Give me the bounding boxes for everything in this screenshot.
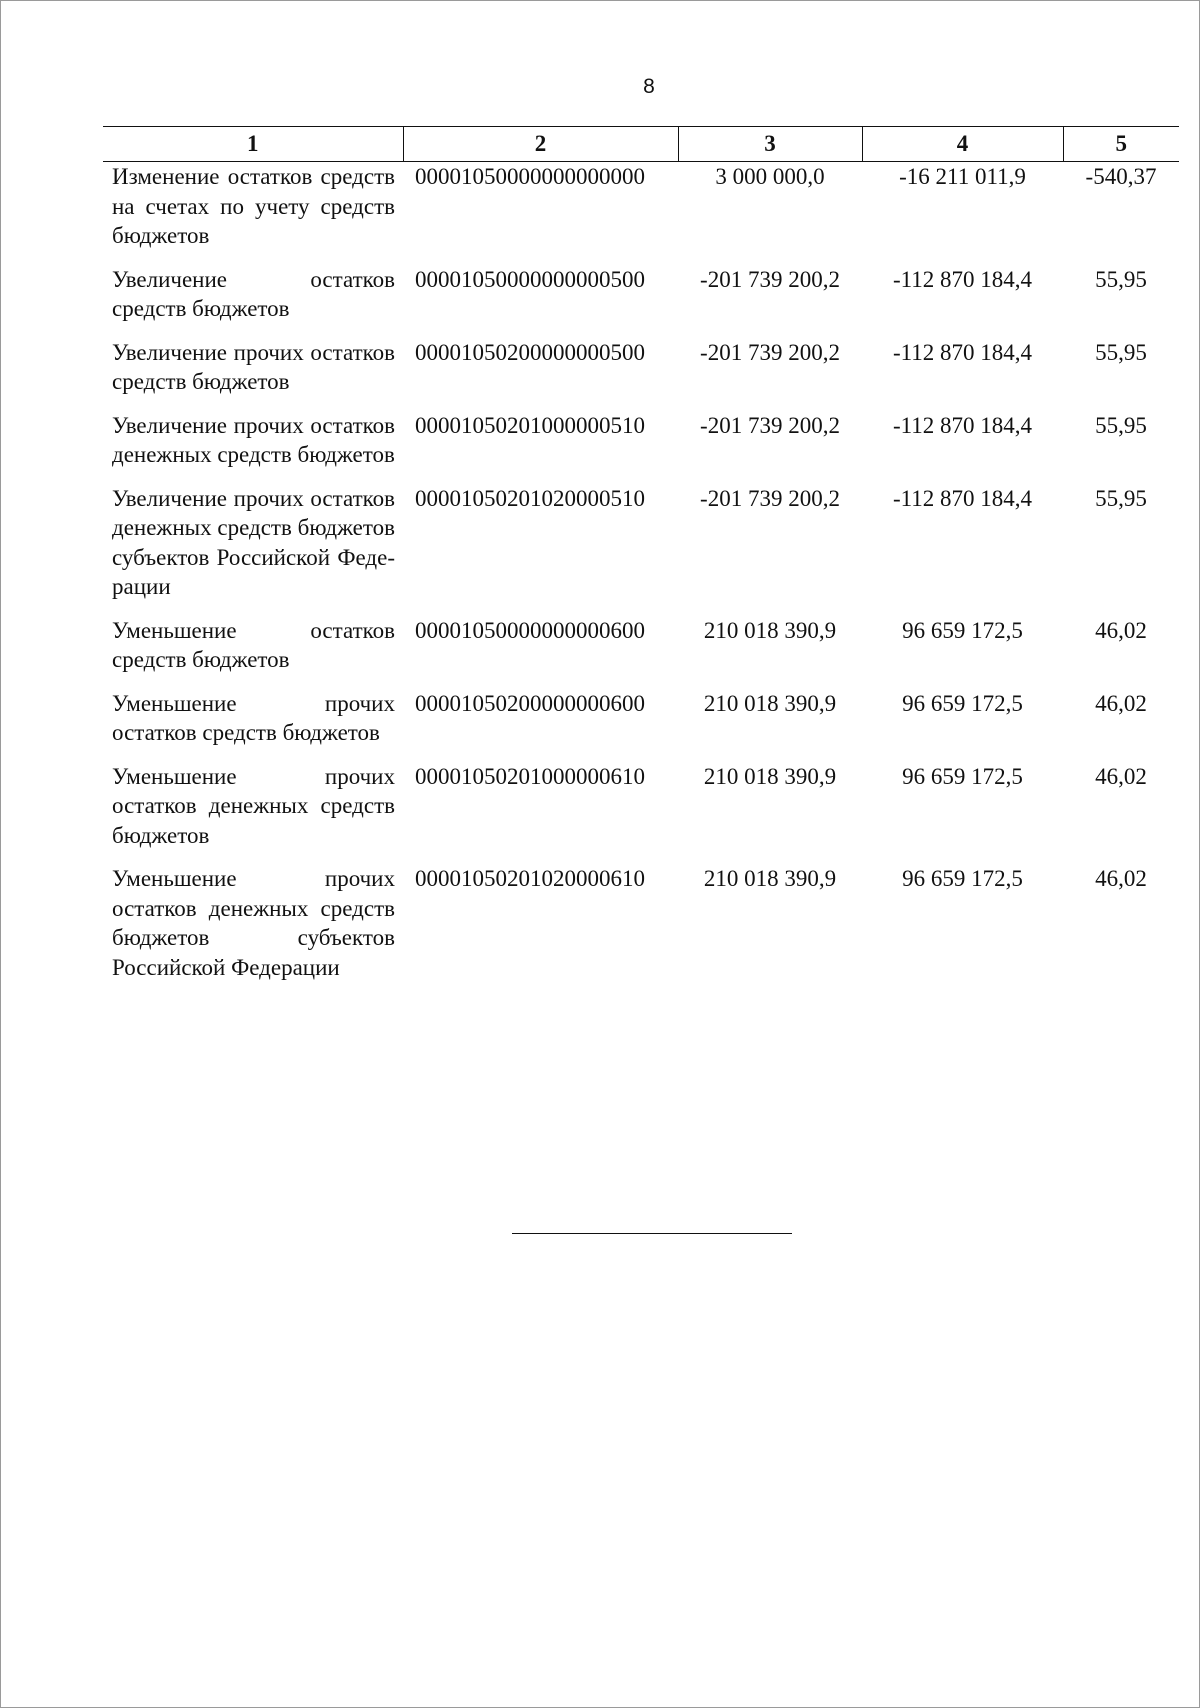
- row-value-5: 46,02: [1095, 617, 1147, 643]
- row-name: Уменьшение прочих остатков средств бюджетов: [112, 690, 395, 745]
- row-code: 00001050201020000510: [415, 485, 645, 511]
- row-value-3: -201 739 200,2: [700, 485, 840, 511]
- row-value-3: -201 739 200,2: [700, 339, 840, 365]
- row-name: Увеличение прочих остатков средств бюджетов: [112, 339, 395, 394]
- row-code: 00001050201020000610: [415, 866, 645, 891]
- row-value-4: 96 659 172,5: [902, 866, 1023, 891]
- row-value-3: -201 739 200,2: [700, 266, 840, 292]
- row-value-4: 96 659 172,5: [902, 690, 1023, 716]
- header-row: [103, 127, 1179, 162]
- row-code: 00001050200000000600: [415, 690, 645, 716]
- column-header-3: 3: [678, 127, 862, 162]
- column-header-2: 2: [403, 127, 678, 162]
- row-value-4: -16 211 011,9: [899, 164, 1026, 189]
- row-name: Изменение остатков средств на счетах по учету средств бюджетов: [112, 164, 395, 248]
- table-row: [103, 616, 1179, 689]
- row-value-3: 210 018 390,9: [703, 690, 837, 716]
- row-name: Уменьшение прочих остатков денежных средств бюджетов субъектов Российской Федерации: [112, 866, 395, 980]
- row-value-4: 96 659 172,5: [902, 763, 1023, 789]
- row-code: 00001050201000000610: [415, 763, 645, 789]
- column-header-5: 5: [1063, 127, 1179, 162]
- page-number: 8: [643, 75, 655, 98]
- row-value-4: -112 870 184,4: [892, 339, 1033, 365]
- column-header-4: 4: [862, 127, 1063, 162]
- table-row: [103, 484, 1179, 616]
- row-value-3: 3 000 000,0: [715, 164, 825, 189]
- row-name: Увеличение остатков средств бюджетов: [112, 266, 395, 321]
- row-name: Увеличение прочих остатков денежных средств бюджетов: [112, 412, 395, 467]
- table-body: [103, 162, 1179, 997]
- table-row: [103, 864, 1179, 996]
- row-name: Увеличение прочих остатков денежных средств бюджетов субъектов Российской Федерации: [112, 485, 395, 599]
- row-code: 00001050200000000500: [415, 339, 645, 365]
- row-value-5: 46,02: [1095, 690, 1147, 716]
- row-value-5: 46,02: [1095, 866, 1147, 891]
- row-value-5: 55,95: [1095, 412, 1147, 438]
- row-code: 00001050201000000510: [415, 412, 645, 438]
- table-header: [103, 127, 1179, 162]
- row-code: 00001050000000000500: [415, 266, 645, 292]
- table-row: [103, 762, 1179, 865]
- column-header-1: 1: [103, 127, 403, 162]
- table-row: [103, 162, 1179, 265]
- table-row: [103, 411, 1179, 484]
- row-value-5: -540,37: [1085, 164, 1157, 189]
- row-value-3: -201 739 200,2: [700, 412, 840, 438]
- row-name: Уменьшение прочих остатков денежных средств бюджетов: [112, 763, 395, 848]
- table-row: [103, 689, 1179, 762]
- row-value-4: -112 870 184,4: [892, 412, 1033, 438]
- row-value-5: 55,95: [1095, 485, 1147, 511]
- row-code: 00001050000000000000: [415, 164, 645, 189]
- row-value-3: 210 018 390,9: [703, 866, 837, 891]
- row-value-4: -112 870 184,4: [892, 485, 1033, 511]
- row-name: Уменьшение остатков средств бюджетов: [112, 617, 395, 672]
- row-code: 00001050000000000600: [415, 617, 645, 643]
- row-value-4: -112 870 184,4: [892, 266, 1033, 292]
- row-value-4: 96 659 172,5: [902, 617, 1023, 643]
- row-value-3: 210 018 390,9: [703, 763, 837, 789]
- budget-table: [103, 126, 1179, 996]
- table-row: [103, 338, 1179, 411]
- table-row: [103, 265, 1179, 338]
- row-value-3: 210 018 390,9: [703, 617, 837, 643]
- row-value-5: 46,02: [1095, 763, 1147, 789]
- row-value-5: 55,95: [1095, 266, 1147, 292]
- end-divider-line: [512, 1233, 792, 1234]
- row-value-5: 55,95: [1095, 339, 1147, 365]
